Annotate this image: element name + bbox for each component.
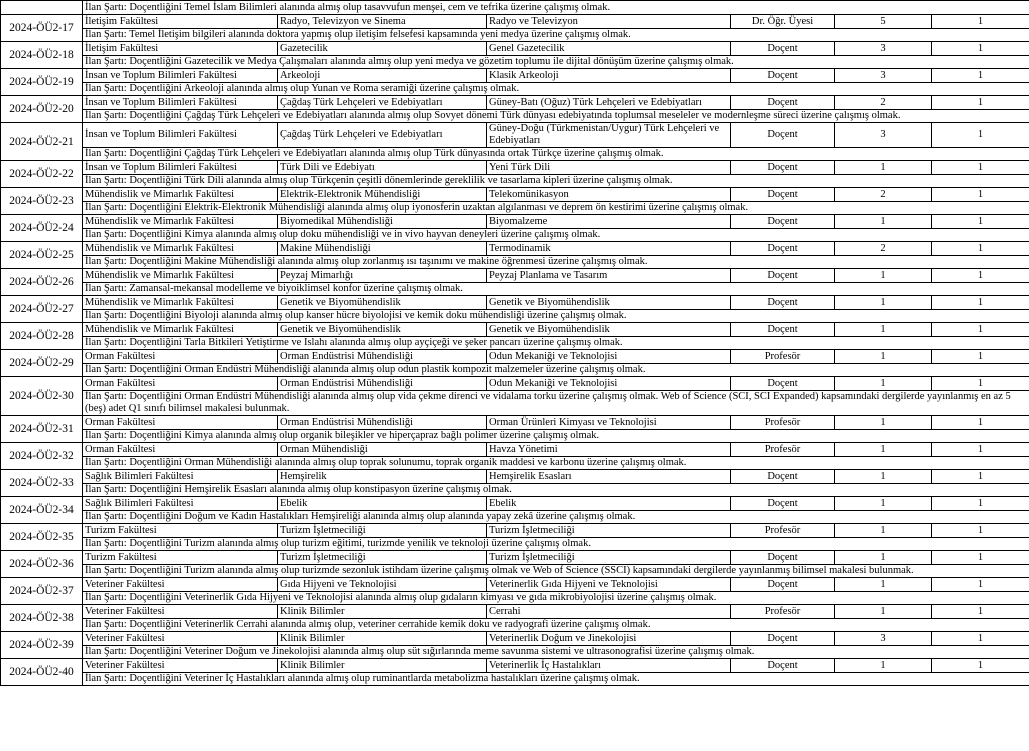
title-cell: Doçent	[731, 551, 835, 565]
table-row	[1, 69, 1029, 83]
quota-cell: 1	[932, 96, 1029, 110]
quota-cell: 1	[932, 123, 1029, 148]
program-cell: Telekomünikasyon	[487, 188, 731, 202]
title-cell: Doçent	[731, 578, 835, 592]
program-cell: Genetik ve Biyomühendislik	[487, 323, 731, 337]
quota-cell: 1	[932, 350, 1029, 364]
title-cell: Doçent	[731, 632, 835, 646]
table-row	[1, 161, 1029, 175]
condition-row	[1, 337, 1029, 350]
position-code: 2024-ÖÜ2-26	[1, 269, 83, 296]
faculty-cell: Mühendislik ve Mimarlık Fakültesi	[83, 269, 278, 283]
title-cell: Profesör	[731, 524, 835, 538]
faculty-cell: İletişim Fakültesi	[83, 42, 278, 56]
faculty-cell: Mühendislik ve Mimarlık Fakültesi	[83, 215, 278, 229]
position-code: 2024-ÖÜ2-29	[1, 350, 83, 377]
position-code: 2024-ÖÜ2-35	[1, 524, 83, 551]
program-cell: Güney-Doğu (Türkmenistan/Uygur) Türk Lehçeleri ve Edebiyatları	[487, 123, 731, 148]
condition-row	[1, 457, 1029, 470]
title-cell: Doçent	[731, 497, 835, 511]
condition-row	[1, 29, 1029, 42]
quota-cell: 1	[932, 605, 1029, 619]
count-cell: 2	[835, 188, 932, 202]
title-cell: Doçent	[731, 377, 835, 391]
count-cell: 1	[835, 323, 932, 337]
program-cell: Orman Ürünleri Kimyası ve Teknolojisi	[487, 416, 731, 430]
table-row	[1, 605, 1029, 619]
faculty-cell: İnsan ve Toplum Bilimleri Fakültesi	[83, 161, 278, 175]
condition-row	[1, 110, 1029, 123]
faculty-cell: Veteriner Fakültesi	[83, 605, 278, 619]
department-cell: Çağdaş Türk Lehçeleri ve Edebiyatları	[278, 123, 487, 148]
department-cell: Peyzaj Mimarlığı	[278, 269, 487, 283]
condition-row	[1, 391, 1029, 416]
faculty-cell: İletişim Fakültesi	[83, 15, 278, 29]
program-cell: Hemşirelik Esasları	[487, 470, 731, 484]
quota-cell: 1	[932, 323, 1029, 337]
count-cell: 1	[835, 161, 932, 175]
title-cell: Doçent	[731, 470, 835, 484]
quota-cell: 1	[932, 269, 1029, 283]
position-code: 2024-ÖÜ2-34	[1, 497, 83, 524]
position-code: 2024-ÖÜ2-33	[1, 470, 83, 497]
program-cell: Güney-Batı (Oğuz) Türk Lehçeleri ve Edebiyatları	[487, 96, 731, 110]
count-cell: 3	[835, 69, 932, 83]
department-cell: Turizm İşletmeciliği	[278, 551, 487, 565]
position-code: 2024-ÖÜ2-28	[1, 323, 83, 350]
count-cell: 1	[835, 269, 932, 283]
position-condition: İlan Şartı: Doçentliğini Orman Endüstri Mühendisliği alanında almış olup odun plastik kompozit malzemeler üzerine çalışmış olmak.	[83, 364, 1029, 377]
condition-row	[1, 592, 1029, 605]
program-cell: Genel Gazetecilik	[487, 42, 731, 56]
condition-row	[1, 229, 1029, 242]
positions-table-body	[1, 1, 1029, 686]
program-cell: Yeni Türk Dili	[487, 161, 731, 175]
condition-row	[1, 175, 1029, 188]
table-row	[1, 242, 1029, 256]
program-cell: Veterinerlik İç Hastalıkları	[487, 659, 731, 673]
count-cell: 1	[835, 416, 932, 430]
department-cell: Radyo, Televizyon ve Sinema	[278, 15, 487, 29]
position-condition: İlan Şartı: Doçentliğini Turizm alanında almış olup turizm eğitimi, turizmde yenilik ve teknoloji üzerine çalışmış olmak.	[83, 538, 1029, 551]
condition-row	[1, 310, 1029, 323]
program-cell: Cerrahi	[487, 605, 731, 619]
position-condition: İlan Şartı: Doçentliğini Çağdaş Türk Lehçeleri ve Edebiyatları alanında almış olup Sovyet dönemi Türk dünyası edebiyatında toplumsal meseleler ve modernleşme süreci üzerine çalışmış olmak.	[83, 110, 1029, 123]
condition-row	[1, 364, 1029, 377]
quota-cell: 1	[932, 42, 1029, 56]
count-cell: 3	[835, 42, 932, 56]
condition-row	[1, 256, 1029, 269]
table-row	[1, 659, 1029, 673]
position-condition: İlan Şartı: Doçentliğini Orman Endüstri Mühendisliği alanında almış olup vida çekme direnci ve vidalama torku üzerine çalışmış olmak. Web of Science (SCI, SCI Expanded) kapsamındaki dergilerde yayınlanmış en az 5 (beş) adet Q1 sınıfı bilimsel makalesi bulunmak.	[83, 391, 1029, 416]
quota-cell: 1	[932, 524, 1029, 538]
count-cell: 1	[835, 524, 932, 538]
department-cell: Genetik ve Biyomühendislik	[278, 323, 487, 337]
position-code	[1, 1, 83, 15]
quota-cell: 1	[932, 377, 1029, 391]
position-condition: İlan Şartı: Doçentliğini Doğum ve Kadın Hastalıkları Hemşireliği alanında almış olup alanında yapay zekâ üzerine çalışmış olmak.	[83, 511, 1029, 524]
quota-cell: 1	[932, 632, 1029, 646]
position-condition: İlan Şartı: Doçentliğini Turizm alanında almış olup turizmde sezonluk istihdam üzerine çalışmış olmak ve Web of Science (SSCI) kapsamındaki dergilerde yayınlanmış bilimsel makalesi bulunmak.	[83, 565, 1029, 578]
title-cell: Doçent	[731, 42, 835, 56]
department-cell: Elektrik-Elektronik Mühendisliği	[278, 188, 487, 202]
table-row	[1, 1, 1029, 15]
program-cell: Turizm İşletmeciliği	[487, 551, 731, 565]
department-cell: Makine Mühendisliği	[278, 242, 487, 256]
program-cell: Genetik ve Biyomühendislik	[487, 296, 731, 310]
department-cell: Klinik Bilimler	[278, 632, 487, 646]
condition-row	[1, 619, 1029, 632]
faculty-cell: Veteriner Fakültesi	[83, 632, 278, 646]
department-cell: Orman Endüstrisi Mühendisliği	[278, 377, 487, 391]
condition-row	[1, 673, 1029, 686]
table-row	[1, 443, 1029, 457]
program-cell: Ebelik	[487, 497, 731, 511]
faculty-cell: Sağlık Bilimleri Fakültesi	[83, 497, 278, 511]
quota-cell: 1	[932, 242, 1029, 256]
table-row	[1, 578, 1029, 592]
position-condition: İlan Şartı: Doçentliğini Arkeoloji alanında almış olup Yunan ve Roma seramiği üzerine çalışmış olmak.	[83, 83, 1029, 96]
department-cell: Turizm İşletmeciliği	[278, 524, 487, 538]
position-condition: İlan Şartı: Doçentliğini Orman Mühendisliği alanında almış olup toprak solunumu, toprak organik maddesi ve karbonu üzerine çalışmış olmak.	[83, 457, 1029, 470]
condition-row	[1, 283, 1029, 296]
title-cell: Profesör	[731, 443, 835, 457]
faculty-cell: İnsan ve Toplum Bilimleri Fakültesi	[83, 69, 278, 83]
title-cell: Dr. Öğr. Üyesi	[731, 15, 835, 29]
faculty-cell: Orman Fakültesi	[83, 350, 278, 364]
position-condition: İlan Şartı: Temel İletişim bilgileri alanında doktora yapmış olup iletişim felsefesi kapsamında yeni medya üzerine çalışmış olmak.	[83, 29, 1029, 42]
faculty-cell: Mühendislik ve Mimarlık Fakültesi	[83, 323, 278, 337]
count-cell: 3	[835, 632, 932, 646]
program-cell: Radyo ve Televizyon	[487, 15, 731, 29]
department-cell: Orman Mühendisliği	[278, 443, 487, 457]
program-cell: Odun Mekaniği ve Teknolojisi	[487, 377, 731, 391]
table-row	[1, 96, 1029, 110]
count-cell: 1	[835, 377, 932, 391]
position-code: 2024-ÖÜ2-24	[1, 215, 83, 242]
quota-cell: 1	[932, 296, 1029, 310]
faculty-cell: Mühendislik ve Mimarlık Fakültesi	[83, 296, 278, 310]
faculty-cell: Sağlık Bilimleri Fakültesi	[83, 470, 278, 484]
title-cell: Doçent	[731, 296, 835, 310]
condition-row	[1, 511, 1029, 524]
department-cell: Gazetecilik	[278, 42, 487, 56]
department-cell: Orman Endüstrisi Mühendisliği	[278, 350, 487, 364]
table-row	[1, 188, 1029, 202]
position-condition: İlan Şartı: Doçentliğini Hemşirelik Esasları alanında almış olup konstipasyon üzerine çalışmış olmak.	[83, 484, 1029, 497]
condition-row	[1, 83, 1029, 96]
position-condition: İlan Şartı: Zamansal-mekansal modelleme ve biyoiklimsel konfor üzerine çalışmış olmak.	[83, 283, 1029, 296]
position-code: 2024-ÖÜ2-31	[1, 416, 83, 443]
table-row	[1, 377, 1029, 391]
quota-cell: 1	[932, 551, 1029, 565]
position-code: 2024-ÖÜ2-36	[1, 551, 83, 578]
quota-cell: 1	[932, 470, 1029, 484]
count-cell: 1	[835, 605, 932, 619]
title-cell: Doçent	[731, 69, 835, 83]
table-row	[1, 323, 1029, 337]
position-condition: İlan Şartı: Doçentliğini Elektrik-Elektronik Mühendisliği alanında almış olup iyonosferin uzaktan algılanması ve deprem ön kestirimi üzerine çalışmış olmak.	[83, 202, 1029, 215]
position-code: 2024-ÖÜ2-23	[1, 188, 83, 215]
title-cell: Doçent	[731, 123, 835, 148]
quota-cell: 1	[932, 188, 1029, 202]
table-row	[1, 215, 1029, 229]
department-cell: Türk Dili ve Edebiyatı	[278, 161, 487, 175]
position-condition: İlan Şartı: Doçentliğini Biyoloji alanında almış olup kanser hücre biyolojisi ve kemik doku mühendisliği üzerine çalışmış olmak.	[83, 310, 1029, 323]
position-condition: İlan Şartı: Doçentliğini Kimya alanında almış olup organik bileşikler ve hiperçapraz bağlı polimer üzerine çalışmış olmak.	[83, 430, 1029, 443]
count-cell: 1	[835, 551, 932, 565]
title-cell: Doçent	[731, 659, 835, 673]
title-cell: Profesör	[731, 350, 835, 364]
faculty-cell: İnsan ve Toplum Bilimleri Fakültesi	[83, 96, 278, 110]
count-cell: 1	[835, 659, 932, 673]
quota-cell: 1	[932, 69, 1029, 83]
quota-cell: 1	[932, 497, 1029, 511]
position-condition: İlan Şartı: Doçentliğini Temel İslam Bilimleri alanında almış olup tasavvufun menşei, cem ve tefrika üzerine çalışmış olmak.	[83, 1, 1029, 15]
position-code: 2024-ÖÜ2-17	[1, 15, 83, 42]
position-code: 2024-ÖÜ2-25	[1, 242, 83, 269]
faculty-cell: Turizm Fakültesi	[83, 551, 278, 565]
department-cell: Klinik Bilimler	[278, 605, 487, 619]
program-cell: Klasik Arkeoloji	[487, 69, 731, 83]
position-condition: İlan Şartı: Doçentliğini Makine Mühendisliği alanında almış olup zorlanmış ısı taşınımı ve makine öğrenmesi üzerine çalışmış olmak.	[83, 256, 1029, 269]
position-code: 2024-ÖÜ2-19	[1, 69, 83, 96]
title-cell: Doçent	[731, 215, 835, 229]
table-row	[1, 470, 1029, 484]
table-row	[1, 15, 1029, 29]
table-row	[1, 524, 1029, 538]
condition-row	[1, 538, 1029, 551]
quota-cell: 1	[932, 161, 1029, 175]
position-condition: İlan Şartı: Doçentliğini Veteriner Doğum ve Jinekolojisi alanında almış olup süt sığırlarında meme savunma sistemi ve ultrasonografisi üzerine çalışmış olmak.	[83, 646, 1029, 659]
table-row	[1, 269, 1029, 283]
count-cell: 1	[835, 350, 932, 364]
position-code: 2024-ÖÜ2-21	[1, 123, 83, 161]
title-cell: Profesör	[731, 605, 835, 619]
department-cell: Gıda Hijyeni ve Teknolojisi	[278, 578, 487, 592]
table-row	[1, 123, 1029, 148]
faculty-cell: Veteriner Fakültesi	[83, 578, 278, 592]
position-condition: İlan Şartı: Doçentliğini Veterinerlik Cerrahi alanında almış olup, veteriner cerrahide kemik doku ve radyografi üzerine çalışmış olmak.	[83, 619, 1029, 632]
program-cell: Havza Yönetimi	[487, 443, 731, 457]
position-code: 2024-ÖÜ2-38	[1, 605, 83, 632]
program-cell: Odun Mekaniği ve Teknolojisi	[487, 350, 731, 364]
title-cell: Doçent	[731, 188, 835, 202]
position-condition: İlan Şartı: Doçentliğini Kimya alanında almış olup doku mühendisliği ve in vivo hayvan deneyleri üzerine çalışmış olmak.	[83, 229, 1029, 242]
position-condition: İlan Şartı: Doçentliğini Çağdaş Türk Lehçeleri ve Edebiyatları alanında almış olup Türk dünyasında ortak Türkçe üzerine çalışmış olmak.	[83, 148, 1029, 161]
program-cell: Veterinerlik Doğum ve Jinekolojisi	[487, 632, 731, 646]
department-cell: Ebelik	[278, 497, 487, 511]
program-cell: Termodinamik	[487, 242, 731, 256]
faculty-cell: Turizm Fakültesi	[83, 524, 278, 538]
count-cell: 2	[835, 242, 932, 256]
department-cell: Biyomedikal Mühendisliği	[278, 215, 487, 229]
program-cell: Turizm İşletmeciliği	[487, 524, 731, 538]
quota-cell: 1	[932, 659, 1029, 673]
condition-row	[1, 646, 1029, 659]
position-code: 2024-ÖÜ2-32	[1, 443, 83, 470]
faculty-cell: Veteriner Fakültesi	[83, 659, 278, 673]
table-row	[1, 416, 1029, 430]
position-code: 2024-ÖÜ2-30	[1, 377, 83, 416]
department-cell: Çağdaş Türk Lehçeleri ve Edebiyatları	[278, 96, 487, 110]
faculty-cell: İnsan ve Toplum Bilimleri Fakültesi	[83, 123, 278, 148]
position-condition: İlan Şartı: Doçentliğini Gazetecilik ve Medya Çalışmaları alanında almış olup yeni medya ve gözetim toplumu ile dijital dönüşüm üzerine çalışmış olmak.	[83, 56, 1029, 69]
count-cell: 5	[835, 15, 932, 29]
program-cell: Biyomalzeme	[487, 215, 731, 229]
condition-row	[1, 565, 1029, 578]
position-condition: İlan Şartı: Doçentliğini Veteriner İç Hastalıkları alanında almış olup ruminantlarda metabolizma hastalıkları üzerine çalışmış olmak.	[83, 673, 1029, 686]
program-cell: Peyzaj Planlama ve Tasarım	[487, 269, 731, 283]
count-cell: 1	[835, 443, 932, 457]
quota-cell: 1	[932, 416, 1029, 430]
count-cell: 1	[835, 578, 932, 592]
table-row	[1, 497, 1029, 511]
title-cell: Profesör	[731, 416, 835, 430]
quota-cell: 1	[932, 443, 1029, 457]
faculty-cell: Mühendislik ve Mimarlık Fakültesi	[83, 188, 278, 202]
position-code: 2024-ÖÜ2-22	[1, 161, 83, 188]
quota-cell: 1	[932, 578, 1029, 592]
table-row	[1, 42, 1029, 56]
condition-row	[1, 56, 1029, 69]
department-cell: Hemşirelik	[278, 470, 487, 484]
faculty-cell: Orman Fakültesi	[83, 377, 278, 391]
title-cell: Doçent	[731, 96, 835, 110]
position-condition: İlan Şartı: Doçentliğini Türk Dili alanında almış olup Türkçenin çeşitli dönemlerinde gereklilik ve tasarlama kipleri üzerine çalışmış olmak.	[83, 175, 1029, 188]
department-cell: Genetik ve Biyomühendislik	[278, 296, 487, 310]
condition-row	[1, 484, 1029, 497]
title-cell: Doçent	[731, 161, 835, 175]
program-cell: Veterinerlik Gıda Hijyeni ve Teknolojisi	[487, 578, 731, 592]
department-cell: Arkeoloji	[278, 69, 487, 83]
condition-row	[1, 430, 1029, 443]
count-cell: 2	[835, 96, 932, 110]
count-cell: 1	[835, 296, 932, 310]
position-code: 2024-ÖÜ2-27	[1, 296, 83, 323]
table-row	[1, 350, 1029, 364]
table-row	[1, 632, 1029, 646]
count-cell: 3	[835, 123, 932, 148]
faculty-cell: Mühendislik ve Mimarlık Fakültesi	[83, 242, 278, 256]
count-cell: 1	[835, 470, 932, 484]
title-cell: Doçent	[731, 242, 835, 256]
position-code: 2024-ÖÜ2-39	[1, 632, 83, 659]
position-condition: İlan Şartı: Doçentliğini Veterinerlik Gıda Hijyeni ve Teknolojisi alanında almış olup gıdaların kimyası ve gıda mikrobiyolojisi üzerine çalışmış olmak.	[83, 592, 1029, 605]
count-cell: 1	[835, 215, 932, 229]
department-cell: Orman Endüstrisi Mühendisliği	[278, 416, 487, 430]
position-code: 2024-ÖÜ2-18	[1, 42, 83, 69]
condition-row	[1, 202, 1029, 215]
faculty-cell: Orman Fakültesi	[83, 416, 278, 430]
title-cell: Doçent	[731, 323, 835, 337]
quota-cell: 1	[932, 215, 1029, 229]
department-cell: Klinik Bilimler	[278, 659, 487, 673]
title-cell: Doçent	[731, 269, 835, 283]
table-row	[1, 296, 1029, 310]
quota-cell: 1	[932, 15, 1029, 29]
table-row	[1, 551, 1029, 565]
faculty-cell: Orman Fakültesi	[83, 443, 278, 457]
condition-row	[1, 148, 1029, 161]
count-cell: 1	[835, 497, 932, 511]
position-code: 2024-ÖÜ2-40	[1, 659, 83, 686]
position-code: 2024-ÖÜ2-37	[1, 578, 83, 605]
position-code: 2024-ÖÜ2-20	[1, 96, 83, 123]
position-condition: İlan Şartı: Doçentliğini Tarla Bitkileri Yetiştirme ve Islahı alanında almış olup ayçiçeği ve şeker pancarı üzerine çalışmış olmak.	[83, 337, 1029, 350]
